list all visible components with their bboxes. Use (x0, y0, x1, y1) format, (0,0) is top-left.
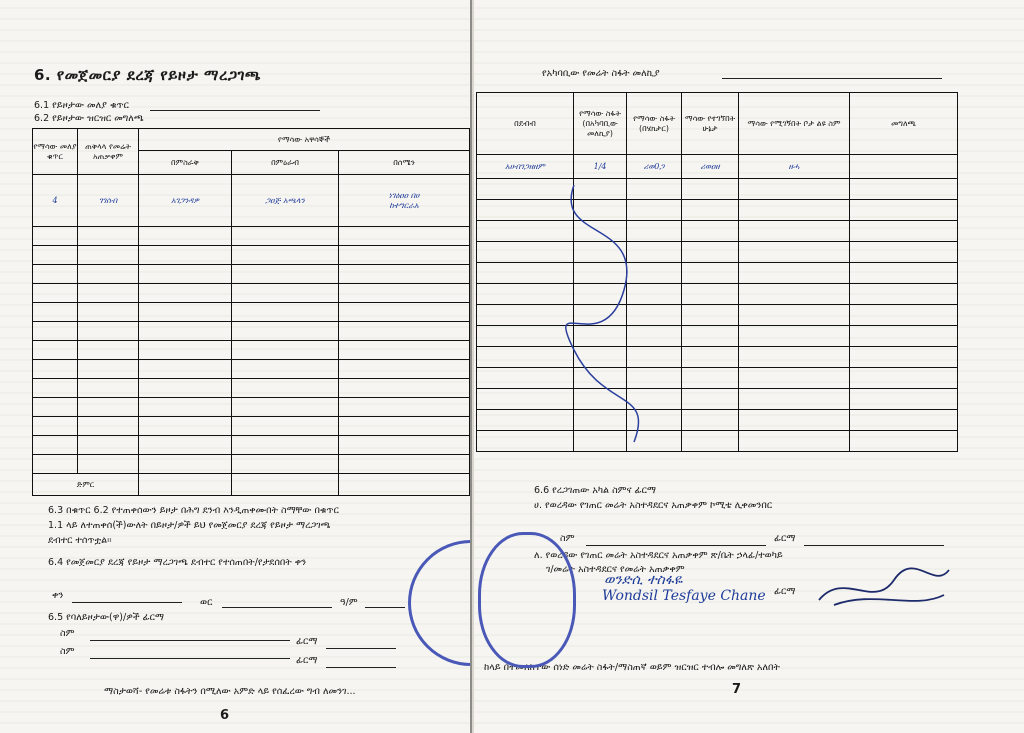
page-number-left: 6 (220, 708, 230, 723)
committee-chair-label: ሀ. የወረዳው የገጠር መሬት አስተዳደርና አጠቃቀም ኮሚቴ ሊቀመንበር (534, 500, 773, 511)
table-row (33, 265, 470, 284)
table-row (477, 155, 958, 179)
table-row (33, 341, 470, 360)
statement-line-3: ደብተር ተሰጥቷል። (48, 535, 112, 546)
plot-id-label: 6.1 የይዞታው መለያ ቁጥር (34, 100, 129, 111)
col-remark: መግለጫ (850, 93, 958, 155)
signature-scribble (814, 560, 954, 620)
holder-name-line-1 (90, 640, 290, 641)
signer-name-amharic: ወንድሲ ተስፋዬ (604, 572, 683, 588)
table-row (33, 284, 470, 303)
row1-north-line1: ነገዕዐዐ በሀ (388, 190, 420, 200)
row1-plot: አሀብገጋዘዘም (477, 155, 574, 179)
plot-id-line (150, 110, 320, 111)
row1-area: 1/4 (574, 155, 627, 179)
holder-sign-label-1: ፊርማ (296, 636, 318, 647)
holder-name-label-2: ስም (60, 646, 75, 657)
row1-place: ዘሓ (739, 155, 850, 179)
statement-line-1: 6.3 በቁጥር 6.2 የተጠቀሰውን ይዞታ በሕግ ደንብ እንዲጠቀሙበት ስማቸው በቁጥር (48, 505, 339, 516)
boundaries-table (32, 128, 470, 496)
date-year-label: ዓ/ም (340, 597, 358, 608)
date-month-label: ወር (200, 597, 213, 608)
note-text: ማስታወሻ- የመሬቱ ስፋትን በሚለው አምድ ላይ የሰፈረው ግብ ለመንገ... (104, 686, 356, 697)
col-plot: በደብብ (477, 93, 574, 155)
table-row (33, 175, 470, 227)
col-area-local: የማሳው ስፋት (በአካባቢው መለኪያ) (574, 93, 627, 155)
local-measure-line (722, 78, 942, 79)
office-head-label: ለ. የወረዳው የገጠር መሬት አስተዳደርና አጠቃቀም ጽ/ቤት ኃላፊ/ተወካይ (534, 550, 783, 561)
table-row (33, 227, 470, 246)
date-day-label: ቀን (52, 590, 64, 601)
official-stamp-left (408, 540, 472, 666)
statement-line-2: 1.1 ላይ ለተጠቀሰ(ች)ውለት በይዞታ/ዎች ይህ የመጀመርያ ደረጃ የይዞታ ማረጋገጫ (48, 520, 331, 531)
col-north: በሰሜን (339, 151, 470, 175)
signer-name-latin: Wondsil Tesfaye Chane (602, 588, 766, 604)
chair-sign-line (804, 545, 944, 546)
col-west: በምዕራብ (232, 151, 339, 175)
office-head-label-2: ገ/መሬት አስተዳደርና የመሬት አጠቃቀም (546, 564, 685, 575)
date-day-line (72, 602, 182, 603)
row1-id: 4 (33, 175, 78, 227)
page-number-right: 7 (732, 682, 742, 697)
total-label: ድምር (33, 474, 139, 496)
col-plot-id: የማሳው መለያ ቁጥር (33, 129, 78, 175)
holder-sign-line-2 (326, 667, 396, 668)
row1-east: አገጋንዳዎ (139, 175, 232, 227)
col-place-name: ማሳው የሚገኝበት ቦታ ልዩ ስም (739, 93, 850, 155)
date-year-line (365, 607, 405, 608)
table-row (33, 303, 470, 322)
right-page (474, 0, 1024, 733)
row1-hectare: ሪወ0ጋ (627, 155, 682, 179)
holder-signature-label: 6.5 የባለይዞታው(ዋ)/ዎች ፊርማ (48, 612, 165, 623)
holder-sign-label-2: ፊርማ (296, 655, 318, 666)
col-group-boundaries: የማሳው አዋሳኞች (139, 129, 470, 151)
col-total-use: ጠቅላላ የመሬት አጠቃቀም (78, 129, 139, 175)
handwritten-line (534, 180, 654, 450)
holder-sign-line-1 (326, 648, 396, 649)
chair-sign-label: ፊርማ (774, 533, 796, 544)
chair-name-label: ስም (560, 533, 575, 544)
row1-north (339, 175, 470, 227)
office-sign-label: ፊርማ (774, 586, 796, 597)
table-row (33, 436, 470, 455)
table-row (33, 398, 470, 417)
table-row (33, 379, 470, 398)
plot-detail-label: 6.2 የይዞታው ዝርዝር መግለጫ (34, 113, 144, 124)
section-heading: 6. የመጀመርያ ደረጃ የይዞታ ማረጋገጫ (34, 66, 261, 84)
row1-north-line2: ከተግርራአ (389, 200, 419, 210)
table-row (33, 417, 470, 436)
footer-note: ከላይ በተመለከተው ሰነድ መሬት ስፋት/ማስጠኛ ወይም ዝርዝር ተብሎ መግለጽ አለበት (484, 662, 780, 673)
row1-west: ጋዐጅ አጫላን (232, 175, 339, 227)
chair-name-line (586, 545, 766, 546)
row1-size: ገገሰብ (78, 175, 139, 227)
holder-name-label-1: ስም (60, 628, 75, 639)
table-row (33, 246, 470, 265)
row1-acquisition: ሪወዐዘ (682, 155, 739, 179)
table-row (33, 455, 470, 474)
col-area-hectare: የማሳው ስፋት (በሄክታር) (627, 93, 682, 155)
date-month-line (222, 607, 332, 608)
table-row (33, 360, 470, 379)
left-page (0, 0, 472, 733)
col-east: በምስራቅ (139, 151, 232, 175)
holder-name-line-2 (90, 658, 290, 659)
table-row (33, 322, 470, 341)
official-stamp-right (478, 532, 576, 668)
verifier-heading: 6.6 የረጋገጠው አካል ስምና ፊርማ (534, 485, 657, 496)
col-acquisition: ማሳው የተገኘበት ሁኔታ (682, 93, 739, 155)
issue-date-label: 6.4 የመጀመርያ ደረጃ የይዞታ ማረጋገጫ ደብተር የተሰጠበት/የታደሰበት ቀን (48, 557, 307, 568)
total-row (33, 474, 470, 496)
local-measure-label: የአካባቢው የመሬት ስፋት መለኪያ (542, 68, 660, 79)
